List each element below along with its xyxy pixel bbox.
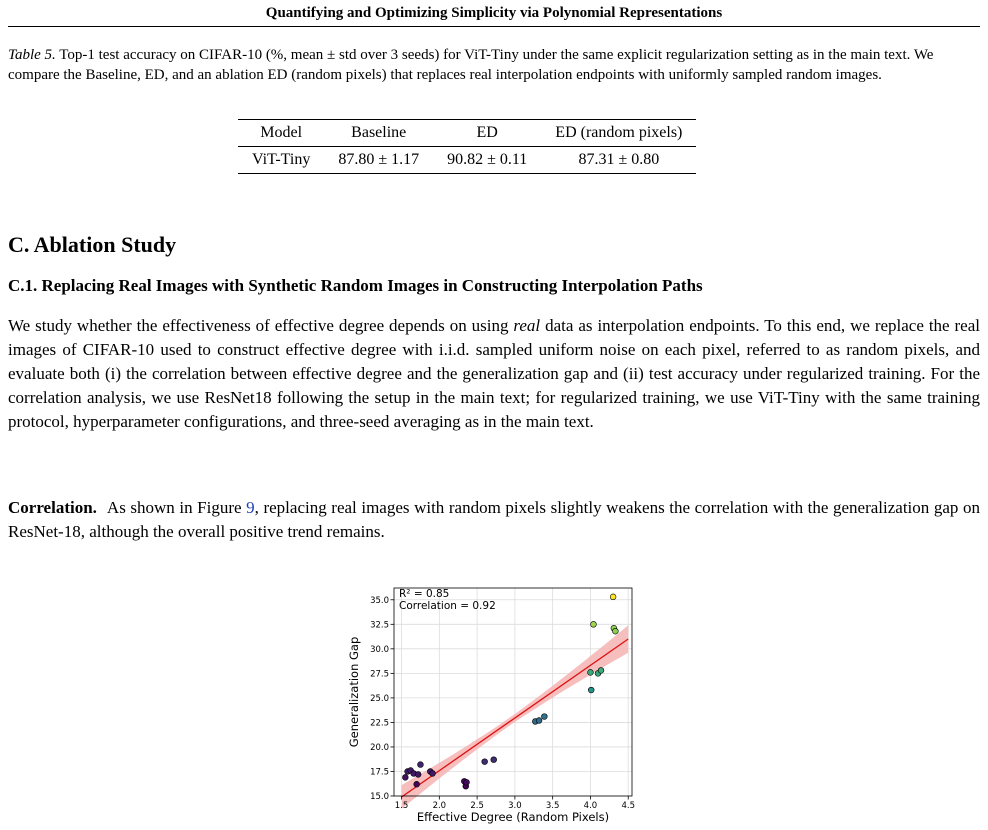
- r-squared-annotation: R² = 0.85: [399, 588, 450, 600]
- cell-ed-random: 87.31 ± 0.80: [578, 151, 660, 168]
- y-tick-label: 25.0: [370, 693, 389, 704]
- x-tick-label: 1.5: [394, 801, 409, 811]
- data-point: [402, 774, 408, 780]
- grid-lines: [394, 588, 632, 796]
- table-header-row: [238, 120, 696, 147]
- y-axis-label: Generalization Gap: [347, 636, 361, 748]
- data-point: [418, 762, 424, 768]
- figure-link[interactable]: 9: [246, 498, 255, 517]
- correlation-annotation: Correlation = 0.92: [399, 600, 496, 612]
- x-tick-label: 2.0: [432, 801, 447, 811]
- plot-frame: [394, 588, 632, 796]
- y-tick-label: 32.5: [370, 620, 389, 631]
- col-header-model: Model: [260, 124, 303, 141]
- table-row: [238, 147, 696, 174]
- cell-baseline: 87.80 ± 1.17: [338, 151, 420, 168]
- y-tick-label: 15.0: [370, 792, 389, 802]
- section-title: C. Ablation Study: [8, 232, 177, 257]
- x-tick-label: 3.0: [508, 801, 522, 811]
- data-point: [414, 781, 420, 787]
- x-tick-label: 4.5: [621, 801, 635, 811]
- col-header-baseline: Baseline: [351, 124, 407, 141]
- y-ticks: [370, 596, 394, 802]
- data-point: [541, 714, 547, 720]
- cell-model: ViT-Tiny: [252, 151, 311, 168]
- x-tick-label: 2.5: [470, 801, 484, 811]
- p2-text-a: As shown in Figure: [106, 498, 247, 517]
- data-point: [588, 669, 594, 675]
- data-point: [588, 687, 594, 693]
- table-caption-text: Top-1 test accuracy on CIFAR-10 (%, mean ± std over 3 seeds) for ViT-Tiny under the same explicit regularization setting as in the main text. We compare the Baseline, ED, and an ablation ED (random pixels) that replaces real interpolation endpoints with uniformly sampled random images.: [8, 47, 934, 83]
- data-point: [464, 779, 470, 785]
- data-point: [415, 772, 421, 778]
- x-tick-label: 3.5: [545, 801, 560, 811]
- header-rule: [8, 26, 980, 27]
- paragraph-study: [8, 314, 980, 434]
- data-points: [402, 594, 618, 789]
- p1-emphasis: real: [513, 316, 541, 335]
- y-tick-label: 22.5: [370, 718, 389, 729]
- data-point: [591, 621, 597, 627]
- y-tick-label: 30.0: [370, 644, 389, 655]
- data-point: [612, 628, 618, 634]
- paragraph-correlation: [8, 496, 980, 544]
- p2-text-b: , replacing real images with random pixels slightly weakens the correlation with the generalization gap on ResNet-18, although the overall positive trend remains.: [8, 498, 980, 541]
- x-axis-label: Effective Degree (Random Pixels): [416, 810, 610, 824]
- y-tick-label: 17.5: [370, 767, 389, 778]
- results-table: [238, 119, 696, 174]
- p1-text-a: We study whether the effectiveness of effective degree depends on using: [8, 316, 514, 335]
- subsection-title: C.1. Replacing Real Images with Synthetic Random Images in Constructing Interpolation Paths: [8, 276, 703, 295]
- data-point: [598, 668, 604, 674]
- data-point: [482, 759, 488, 765]
- x-ticks: [395, 796, 635, 811]
- x-tick-label: 4.0: [583, 801, 598, 811]
- cell-ed: 90.82 ± 0.11: [447, 151, 528, 168]
- p1-text-b: data as interpolation endpoints. To this end, we replace the real images of CIFAR-10 used to construct effective degree with i.i.d. sampled uniform noise on each pixel, referred to as random pixels, and evaluate both (i) the correlation between effective degree and the generalization gap and (ii) test accuracy under regularized training. For the correlation analysis, we use ResNet18 following the setup in the main text; for regularized training, we use ViT-Tiny with the same training protocol, hyperparameter configurations, and three-seed averaging as in the main text.: [8, 316, 980, 431]
- y-tick-label: 27.5: [370, 669, 389, 680]
- data-point: [536, 718, 542, 724]
- col-header-ed-random: ED (random pixels): [555, 124, 683, 141]
- table-caption-label: Table 5.: [8, 47, 56, 63]
- data-point: [610, 594, 616, 600]
- running-header: Quantifying and Optimizing Simplicity via Polynomial Representations: [265, 5, 723, 21]
- table-caption: [8, 45, 980, 85]
- p2-run-in-heading: Correlation.: [8, 498, 97, 517]
- y-tick-label: 35.0: [370, 595, 389, 606]
- data-point: [430, 771, 436, 777]
- scatter-plot: [340, 580, 640, 828]
- y-tick-label: 20.0: [370, 742, 389, 753]
- col-header-ed: ED: [476, 124, 498, 141]
- data-point: [491, 757, 497, 763]
